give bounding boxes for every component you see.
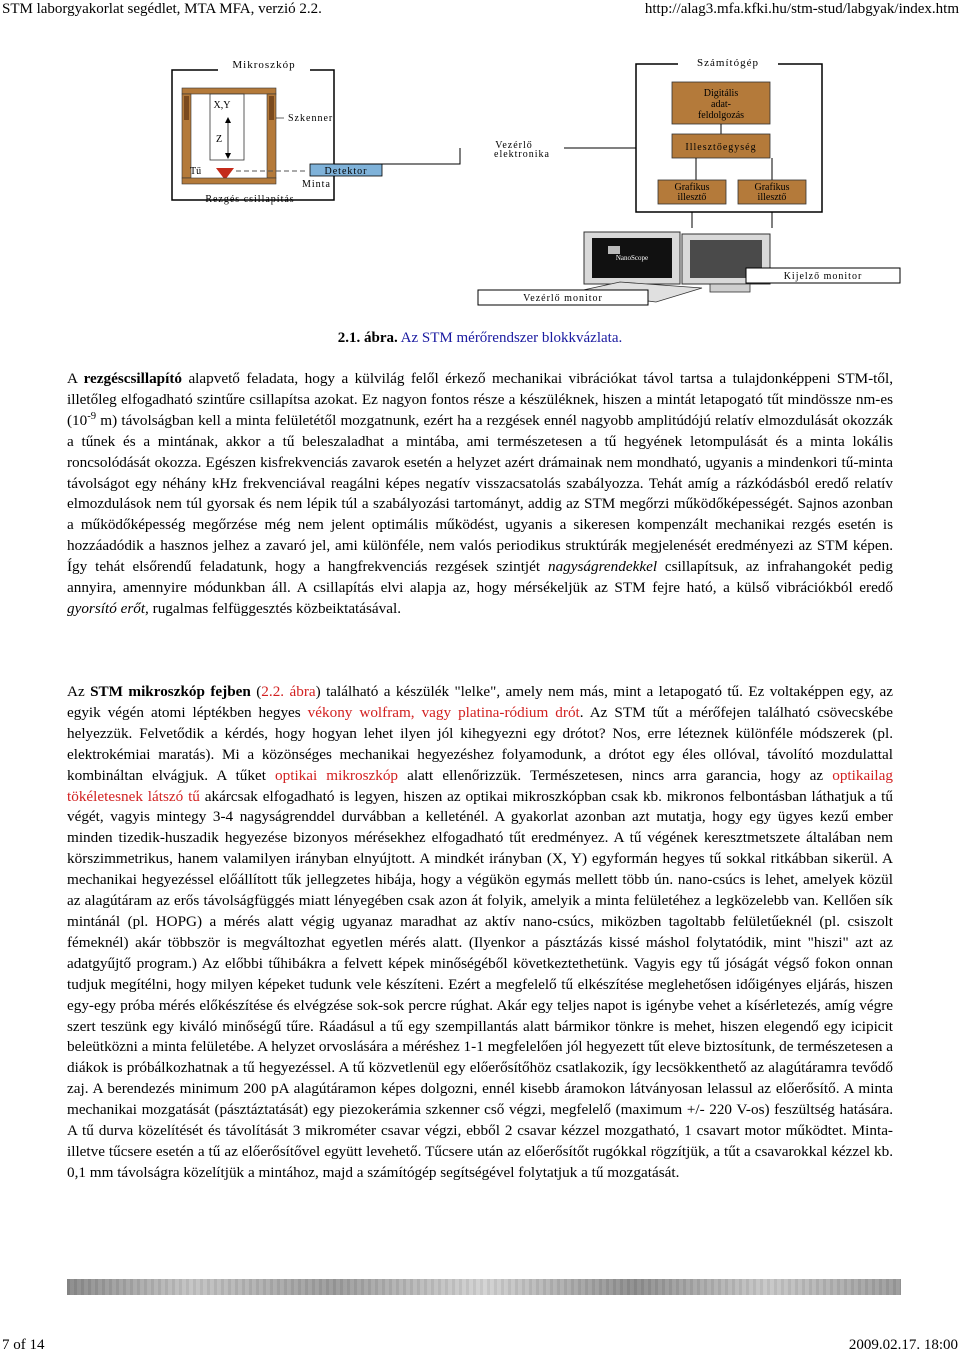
perfect-tip-link[interactable]: optikailag tökéletesnek látszó tű [67,766,893,805]
p1-text-3: m) távolságban kell a minta felületétől mozgatnunk, ezért ha a rezgések ennél nagyobb amplitúdójú relatív elmozdulását okozzák a tűnek és a mintának, akkor a tű beleszaladhat a mintába, ami természetesen a tű hegyének letompulását és a minta lokális roncsolódását okozza. Egészen kisfrekvenciás zavarok esetén a helyzet azért drámainak nem mondható, ugyanis a mindenkori tű-minta távolságot egy néhány kHz frekvenciával reagálni képes negatív visszacsatolás szabályozza. Tehát amíg a rázkódásból eredő relatív elmozdulások nem túl gyorsak és nem lépik túl a szabályozási tartományt, addig az STM megőrzi működőképességét. Sajnos azonban a működőképesség megőrzése még nem jelent optimális működést, ugyanis a sikeresen kompenzált mechanikai rezgés esetén is hozzáadódik a hasznos jelhez a zavaró jel, ami különféle, nem valós periodikus struktúrák megjelenését eredményezi az STM képen. Így tehát elsőrendű feladatunk, hogy a hangfrekvenciás rezgések szintjét [67,411,893,576]
paragraph-vibration-damping [67,369,893,620]
graphics2-label-2: illesztő [757,192,787,203]
z-label: Z [215,134,223,145]
detector-label: Detektor [324,166,368,177]
xy-label: X,Y [213,100,231,111]
piezo-left [184,96,189,120]
sample-plate [182,178,276,184]
tip-label: Tű [190,166,202,177]
figure-link[interactable]: 2.2. ábra [261,683,316,700]
graphics2-label-1: Grafikus [754,182,790,193]
graphics1-label-1: Grafikus [674,182,710,193]
p2-text-6: akárcsak elfogadható is legyen, hiszen az optikai mikroszkópban csak kb. mikronos felbontásban láthatjuk a tű végét, vagyis mintegy 3-4 nagyságrenddel durvábban a kelleténél. A gyakorlat azonban azt mutatja, hogy egy ügyes kezű ember minden tizedik-huszadik hegyezése bizonyos mérésekhez elfogadható tűt eredményez. A tű végének keresztmetszete általában nem körszimmetrikus, hanem valamilyen irányban elnyújtott. A mindkét irányban (X, Y) egyformán hegyes tű sokkal ritkábban sikerül. A mechanikai hegyezéssel előállított tűk jellegzetes hibája, hogy a végükön egymás mellett több ún. nano-csúcs is lehet, amelyek közül az alagútáram az erős távolságfüggés miatt lényegében csak azon át folyik, amelyik a minta felületéhez a legközelebb van. Kellően sík mintánál (pl. HOPG) a mérés alatt végig ugyanaz maradhat az aktív nano-csúcs, miközben tagoltabb felületűeknél (pl. csiszolt fémeknél) akár többször is megváltozhat egyetlen mérés alatt. (Ilyenkor a pásztázás kissé máshol folytatódik, mint "hiszi" azt az adatgyűjtő program.) Az előbbi tűhibákra a felvett képek minőségéből következtethetünk. Vagyis egy tű jóságát végső fokon onnan tudjuk megítélni, hogy milyen képeket tudunk vele készíteni. Ezért a megfelelő tű elkészítése meglehetősen időigényes eljárás, hiszen egy-egy próba mérés előkészítése és elvégzése sok-sok percre rúghat. Akár egy teljes napot is igénybe vehet a kísérletezés, amíg végre szert teszünk egy kiváló minőségű tűre. Ráadásul a tű egy szempillantás alatt bármikor tönkre is mehet, hiszen elegendő egy icipicit beleütközni a minta felületébe. A helyzet orvoslására a méréshez 1-1 megfelelően jól hegyezett tűt eleve biztosítunk, de természetesen a diákok is próbálkozhatnak a tű hegyezéssel. A tű közvetlenül egy előerősítőhöz csatlakozik, így lecsökkenthető az alagútáramra tevődő zaj. A berendezés minimum 200 pA alagútáramon képes dolgozni, ennél kisebb áramokon látványosan lelassul az előerősítő. A minta mechanikai mozgatását (pásztáztatását) egy piezokerámia szkenner cső végzi, megfelelő (maximum +/- 220 V-os) feszültség hatására. A tű durva közelítését és távolítását 3 mikrométer csavar végzi, ebből 2 csavar kézzel mozgatható, 1 csavart motor működtet. Minta- illetve tűcsere esetén a tű az előerősítővel együtt levehető. Tűcsere után az előerősítőt rugókkal rögzítjük, a tűt a csavarokkal kézzel kb. 0,1 mm távolságra közelítjük a mintához, majd a számítógép segítségével folytatjuk a tű mozgatását. [67,787,893,1181]
p2-text-1: Az [67,683,91,700]
caption-number: 2.1. ábra. [337,330,398,346]
interface-label: Illesztőegység [685,142,757,153]
p2-bold-term: STM mikroszkóp fejben [90,683,251,700]
p1-text-5: , rugalmas felfüggesztés közbeiktatásával. [145,599,402,617]
header-url: http://alag3.mfa.kfki.hu/stm-stud/labgyak/index.htm [644,1,959,17]
control-monitor-label: Vezérlő monitor [523,293,603,304]
tungsten-wire-link[interactable]: vékony wolfram, vagy platina-ródium drót [307,703,580,721]
optical-microscope-link[interactable]: optikai mikroszkóp [275,766,399,784]
electronics-label-1: Vezérlő [495,140,533,151]
p1-text-2: alapvető feladata, hogy a külvilág felől érkező mechanikai vibrációkat távol tartsa a tulajdonképpeni STM-től, illetőleg elfogadható szintűre csillapítsa azokat. Ez nagyon fontos része a készüléknek, hiszen a mintát letapogató tűt mindössze nm-es (10 [67,370,893,429]
p1-italic-2: gyorsító erőt [67,599,146,617]
p2-text-4: . Az STM tűt a mérőfejen található csövecskébe helyezzük. Felvetődik a kérdés, hogy hogyan lehet ilyen jól kihegyezni egy drótot? Nos, erre léteznek különféle módszerek (pl. elektrokémiai maratás). Mi a közönséges mechanikai hegyezéshez folyamodunk, a drótot egy éles ollóval, távolító mozdulattal kombináltan elvágjuk. A tűket [67,703,893,784]
header-title: STM laborgyakorlat segédlet, MTA MFA, verzió 2.2. [2,1,322,17]
p2-text-2: ( [250,683,262,700]
print-timestamp: 2009.02.17. 18:00 [848,1337,958,1353]
graphics1-label-2: illesztő [677,192,707,203]
caption-text: Az STM mérőrendszer blokkvázlata. [397,330,623,346]
p1-text-1: A [67,370,84,387]
stm-block-diagram-svg [170,56,910,310]
p2-text-5: alatt ellenőrizzük. Természetesen, nincs arra garancia, hogy az [398,766,833,784]
display-monitor-label: Kijelző monitor [783,271,863,282]
screen-text: NanoScope [615,254,649,262]
page-number: 7 of 14 [2,1337,45,1353]
electronics-label-2: elektronika [494,149,550,160]
scanner-label: Szkenner [288,113,334,124]
digital-label-2: adat- [711,99,731,110]
p1-text-4: csillapítsuk, az infrahangokét pedig annyira, amennyire módunkban áll. A csillapítás elvi alapja az, hogy mérsékeljük az STM fejre ható, a külső vibrációkból eredő [67,558,893,597]
sample-label: Minta [302,179,331,190]
p1-bold-term: rezgéscsillapító [83,370,182,387]
stm-block-diagram [170,56,910,310]
digital-label-3: feldolgozás [697,110,745,121]
p2-text-3: ) található a készülék "lelke", amely nem más, mint a letapogató tű. Ez voltaképpen egy, az egyik végén atomi léptékben hegyes [67,683,893,721]
decorative-footer-strip [67,1279,901,1295]
p1-superscript: -9 [87,410,97,422]
microscope-electronics-link [334,148,460,164]
p1-italic-1: nagyságrendekkel [547,558,658,576]
figure-caption [0,330,960,347]
stand-top [182,88,276,94]
piezo-right [269,96,274,120]
digital-label-1: Digitális [703,88,739,99]
vibration-label: Rezgés csillapítás [205,194,295,205]
computer-label: Számítógép [697,57,759,69]
microscope-label: Mikroszkóp [232,59,296,71]
paragraph-stm-head [67,682,893,1184]
